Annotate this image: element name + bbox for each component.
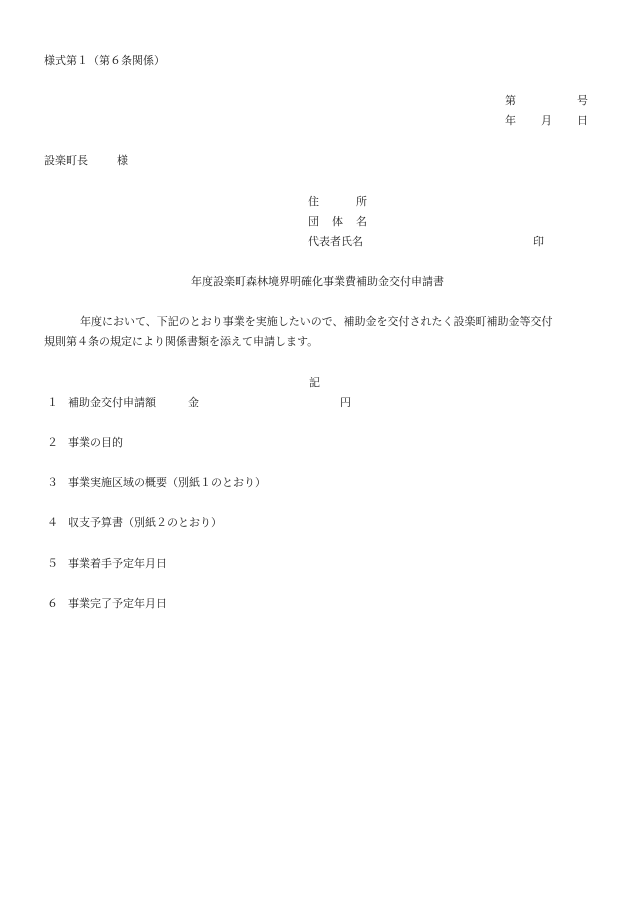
item-1-kin: 金 [188,396,199,409]
item-1-label: 補助金交付申請額 [68,396,156,409]
item-5-label: 事業着手予定年月日 [68,557,167,570]
ref-month: 月 [541,114,552,127]
item-2-number: ２ [47,436,58,449]
seal-mark: 印 [533,235,544,248]
ref-no-suffix: 号 [577,94,588,107]
item-1-number: １ [47,396,58,409]
document-title: 年度設楽町森林境界明確化事業費補助金交付申請書 [191,275,444,288]
ref-day: 日 [577,114,588,127]
body-line-2: 規則第４条の規定により関係書類を添えて申請します。 [44,335,319,348]
addressee-name: 設楽町長 [44,154,88,167]
item-5-number: ５ [47,557,58,570]
address-label-2: 所 [356,195,367,208]
item-3-label: 事業実施区域の概要（別紙１のとおり） [68,476,266,489]
ki-heading: 記 [309,376,320,389]
org-label-3: 名 [356,215,367,228]
org-label-2: 体 [332,215,343,228]
item-4-label: 収支予算書（別紙２のとおり） [68,516,222,529]
address-label-1: 住 [308,195,319,208]
item-3-number: ３ [47,476,58,489]
form-label: 様式第１（第６条関係） [44,54,165,67]
item-4-number: ４ [47,516,58,529]
addressee-honorific: 様 [117,154,128,167]
item-6-number: ６ [47,597,58,610]
item-2-label: 事業の目的 [68,436,123,449]
item-6-label: 事業完了予定年月日 [68,597,167,610]
rep-label: 代表者氏名 [308,235,363,248]
body-line-1: 年度において、下記のとおり事業を実施したいので、補助金を交付されたく設楽町補助金等交付 [80,315,553,328]
ref-year: 年 [505,114,516,127]
org-label-1: 団 [308,215,319,228]
ref-no-prefix: 第 [505,94,516,107]
item-1-yen: 円 [340,396,351,409]
